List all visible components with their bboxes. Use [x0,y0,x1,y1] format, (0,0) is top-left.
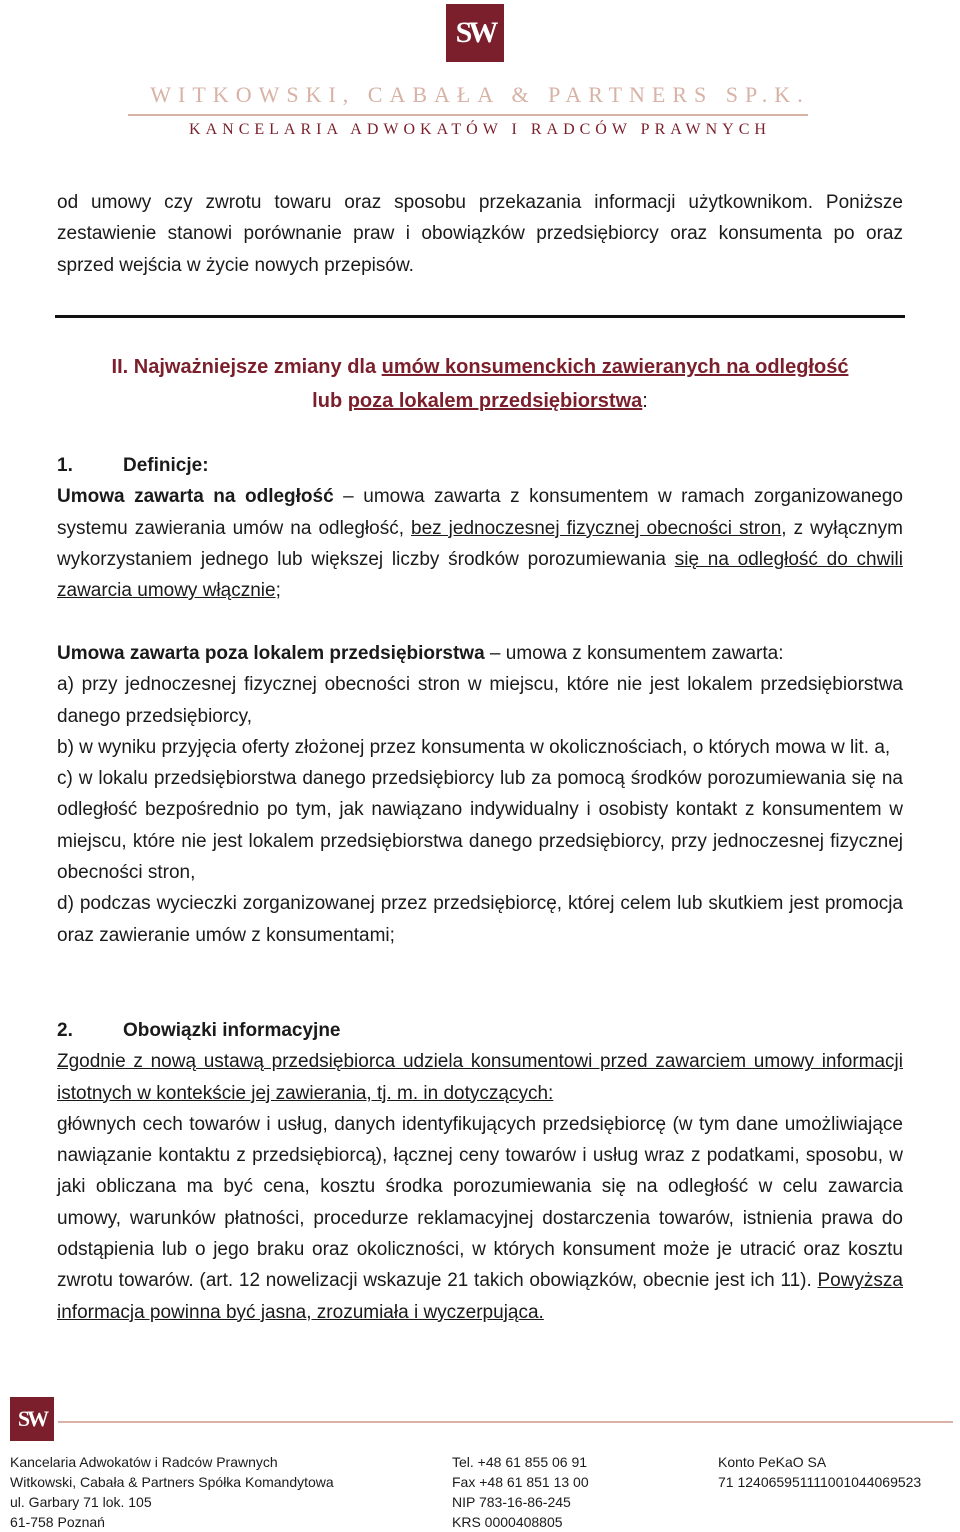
duties-underlined-end: Powyższa informacja powinna być jasna, zrozumiała i wyczerpująca. [57,1270,903,1323]
offpremises-definition [57,638,903,669]
duties-heading [57,1015,903,1046]
footer-line: Fax +48 61 851 13 00 [452,1474,589,1490]
distance-text-1: – umowa zawarta z konsumentem w ramach zorganizowanego systemu zawierania umów na odległość, [57,486,903,539]
offpremises-item-d: d) podczas wycieczki zorganizowanej przez przedsiębiorcę, której celem lub skutkiem jest promocja oraz zawieranie umów z konsumentami; [57,893,903,946]
footer-line: NIP 783-16-86-245 [452,1494,571,1510]
offpremises-item-c: c) w lokalu przedsiębiorstwa danego przedsiębiorcy lub za pomocą środków porozumiewania się na odległość bezpośrednio po tym, jak nawiązano indywidualny i osobisty kontakt z konsumentem w miejscu, które nie jest lokalem przedsiębiorstwa danego przedsiębiorcy, przy jednoczesnej fizycznej obecności stron, [57,768,903,884]
section-title-line2-pre: lub [312,390,348,412]
offpremises-section [57,638,903,951]
intro-paragraph: od umowy czy zwrotu towaru oraz sposobu przekazania informacji użytkownikom. Poniższe zestawienie stanowi porównanie praw i obowiązków przedsiębiorcy oraz konsumenta po oraz sprzed wejścia w życie nowych przepisów. [57,192,903,276]
distance-contract-definition [57,481,903,606]
footer-line: Tel. +48 61 855 06 91 [452,1454,588,1470]
footer-contact [452,1452,589,1532]
distance-underlined-1: bez jednoczesnej fizycznej obecności stron [411,517,782,539]
footer-logo: SW [10,1397,54,1441]
distance-text-3: ; [275,580,281,602]
definitions-section [57,450,903,606]
footer-line: Konto PeKaO SA [718,1454,827,1470]
firm-logo [446,4,504,62]
firm-name: WITKOWSKI, CABAŁA & PARTNERS SP.K. [150,82,810,107]
definitions-heading [57,450,903,481]
duties-text: głównych cech towarów i usług, danych identyfikujących przedsiębiorcę (w tym dane umożliwiające nawiązanie kontaktu z przedsiębiorcą), łącznej ceny towarów i usług wraz z podatkami, sposobu, w jaki obliczana ma być cena, kosztu środka porozumiewania się na odległość w celu zawarcia umowy, warunków płatności, procedurze reklamacyjnej dostarczenia towarów, istnienia prawa do odstąpienia lub o jego braku oraz okoliczności, w których konsument może je utracić oraz kosztu zwrotu towarów. (art. 12 nowelizacji wskazuje 21 takich obowiązków, obecnie jest ich 11). [57,1113,903,1292]
distance-underlined-2: się na odległość do chwili zawarcia umowy włącznie [57,548,903,602]
footer-line: Kancelaria Adwokatów i Radców Prawnych [10,1454,278,1470]
section-title-prefix: II. Najważniejsze zmiany dla [111,356,382,378]
distance-text-2: , z wyłącznym wykorzystaniem jednego lub większej liczby środków porozumiewania [57,517,903,570]
offpremises-term: Umowa zawarta poza lokalem przedsiębiorstwa [57,643,485,664]
header-divider [128,114,808,116]
footer-divider [58,1421,953,1423]
intro-section [57,187,903,281]
section-title-underlined-1: umów konsumenckich zawieranych na odległość [381,356,849,378]
footer-line: 71 124065951111001044069523 [718,1474,922,1490]
section-title-suffix: : [642,390,648,412]
section-divider [55,315,905,318]
logo-monogram: SW [455,16,495,49]
section-title-underlined-2: poza lokalem przedsiębiorstwa [347,390,643,412]
offpremises-text: – umowa z konsumentem zawarta: [484,643,784,664]
footer-line: KRS 0000408805 [452,1514,563,1530]
offpremises-item-a: a) przy jednoczesnej fizycznej obecności stron w miejscu, które nie jest lokalem przedsiębiorstwa danego przedsiębiorcy, [57,674,903,727]
footer-line: Witkowski, Cabała & Partners Spółka Komandytowa [10,1474,334,1490]
duties-heading-text: Obowiązki informacyjne [123,1020,341,1041]
distance-contract-term: Umowa zawarta na odległość [57,486,334,508]
footer-address [10,1452,334,1532]
duties-section [57,1015,903,1328]
firm-subtitle: KANCELARIA ADWOKATÓW I RADCÓW PRAWNYCH [189,121,771,138]
page-header [0,0,960,150]
offpremises-item-b: b) w wyniku przyjęcia oferty złożonej przez konsumenta w okolicznościach, o których mowa w lit. a, [57,736,891,758]
footer-line: ul. Garbary 71 lok. 105 [10,1494,152,1510]
duties-body [57,1109,903,1328]
footer-line: 61-758 Poznań [10,1514,105,1530]
footer-bank [718,1452,921,1492]
definitions-number: 1. [57,455,73,476]
section-title [57,350,903,418]
duties-intro: Zgodnie z nową ustawą przedsiębiorca udziela konsumentowi przed zawarciem umowy informacji istotnych w kontekście jej zawierania, tj. m. in dotyczących: [57,1051,903,1104]
definitions-heading-text: Definicje: [123,455,209,476]
duties-number: 2. [57,1020,73,1041]
